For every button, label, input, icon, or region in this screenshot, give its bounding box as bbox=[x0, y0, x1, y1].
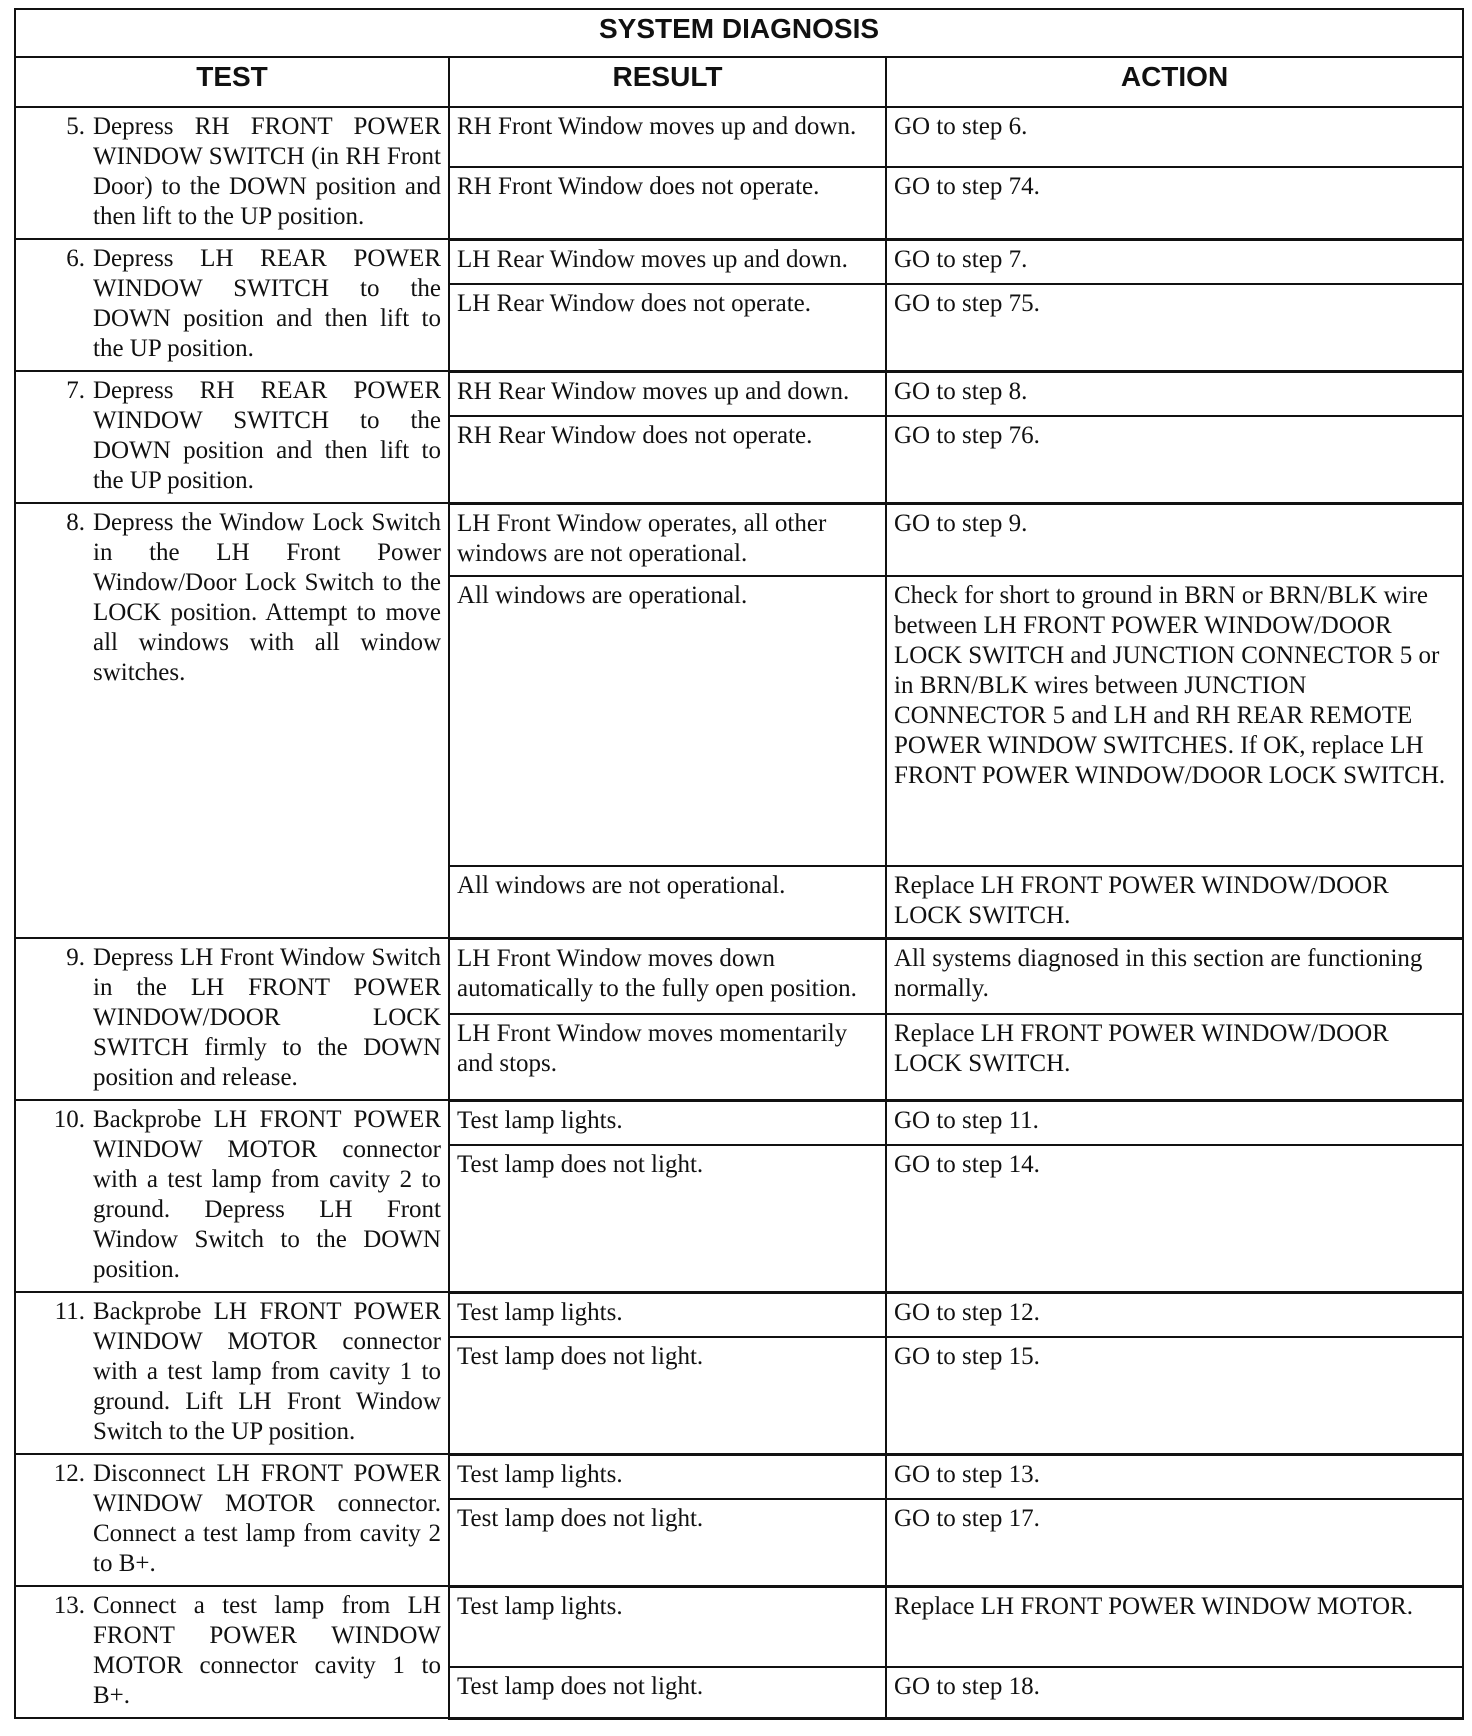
step-number: 7. bbox=[66, 377, 85, 404]
action-cell: GO to step 13. bbox=[886, 1454, 1463, 1499]
table-row bbox=[15, 1100, 1463, 1145]
result-cell: RH Front Window does not operate. bbox=[449, 167, 886, 239]
step-number: 11. bbox=[54, 1298, 85, 1325]
table-row bbox=[15, 1292, 1463, 1337]
action-cell: GO to step 8. bbox=[886, 371, 1463, 416]
diagnosis-page bbox=[14, 8, 1462, 1720]
test-cell bbox=[15, 107, 449, 239]
result-cell: LH Front Window moves down automatically to the fully open position. bbox=[449, 938, 886, 1014]
action-cell: Replace LH FRONT POWER WINDOW MOTOR. bbox=[886, 1586, 1463, 1667]
test-instruction: Backprobe LH FRONT POWER WINDOW MOTOR connector with a test lamp from cavity 1 to ground. Lift LH Front Window Switch to the UP position. bbox=[93, 1298, 441, 1445]
test-instruction: Depress LH Front Window Switch in the LH FRONT POWER WINDOW/DOOR LOCK SWITCH firmly to the DOWN position and release. bbox=[93, 944, 441, 1091]
step-number: 9. bbox=[66, 944, 85, 971]
result-cell: Test lamp does not light. bbox=[449, 1337, 886, 1454]
test-cell bbox=[15, 503, 449, 938]
test-instruction: Depress LH REAR POWER WINDOW SWITCH to the DOWN position and then lift to the UP position. bbox=[93, 245, 441, 362]
result-cell: Test lamp does not light. bbox=[449, 1145, 886, 1292]
test-cell bbox=[15, 1586, 449, 1718]
table-row bbox=[15, 938, 1463, 1014]
table-row bbox=[15, 239, 1463, 284]
table-row bbox=[15, 503, 1463, 576]
step-number: 5. bbox=[66, 113, 85, 140]
result-cell: All windows are operational. bbox=[449, 576, 886, 866]
action-cell: GO to step 6. bbox=[886, 107, 1463, 167]
test-instruction: Depress RH REAR POWER WINDOW SWITCH to the DOWN position and then lift to the UP position. bbox=[93, 377, 441, 494]
step-number: 12. bbox=[53, 1460, 85, 1487]
table-row bbox=[15, 1586, 1463, 1667]
table-title: SYSTEM DIAGNOSIS bbox=[15, 9, 1463, 57]
action-cell: All systems diagnosed in this section are functioning normally. bbox=[886, 938, 1463, 1014]
step-number: 10. bbox=[53, 1106, 85, 1133]
action-cell: GO to step 7. bbox=[886, 239, 1463, 284]
action-cell: Replace LH FRONT POWER WINDOW/DOOR LOCK SWITCH. bbox=[886, 866, 1463, 939]
result-cell: LH Front Window operates, all other windows are not operational. bbox=[449, 503, 886, 576]
table-row bbox=[15, 107, 1463, 167]
step-number: 6. bbox=[66, 245, 85, 272]
step-number: 8. bbox=[66, 509, 85, 536]
action-cell: Check for short to ground in BRN or BRN/BLK wire between LH FRONT POWER WINDOW/DOOR LOCK SWITCH and JUNCTION CONNECTOR 5 or in BRN/BLK wires between JUNCTION CONNECTOR 5 and LH and RH REAR REMOTE POWER WINDOW SWITCHES. If OK, replace LH FRONT POWER WINDOW/DOOR LOCK SWITCH. bbox=[886, 576, 1463, 866]
action-cell: GO to step 9. bbox=[886, 503, 1463, 576]
test-instruction: Disconnect LH FRONT POWER WINDOW MOTOR connector. Connect a test lamp from cavity 2 to B+. bbox=[93, 1460, 441, 1577]
result-cell: Test lamp does not light. bbox=[449, 1667, 886, 1718]
test-instruction: Backprobe LH FRONT POWER WINDOW MOTOR connector with a test lamp from cavity 2 to ground. Depress LH Front Window Switch to the DOWN position. bbox=[93, 1106, 441, 1283]
column-header-action: ACTION bbox=[886, 57, 1463, 107]
result-cell: LH Rear Window moves up and down. bbox=[449, 239, 886, 284]
action-cell: GO to step 76. bbox=[886, 416, 1463, 503]
result-cell: LH Front Window moves momentarily and stops. bbox=[449, 1014, 886, 1100]
test-instruction: Depress the Window Lock Switch in the LH Front Power Window/Door Lock Switch to the LOCK position. Attempt to move all windows with all window switches. bbox=[93, 509, 441, 686]
action-cell: GO to step 17. bbox=[886, 1499, 1463, 1586]
test-cell bbox=[15, 1100, 449, 1292]
step-number: 13. bbox=[53, 1592, 85, 1619]
result-cell: RH Rear Window moves up and down. bbox=[449, 371, 886, 416]
result-cell: Test lamp does not light. bbox=[449, 1499, 886, 1586]
column-header-test: TEST bbox=[15, 57, 449, 107]
column-header-result: RESULT bbox=[449, 57, 886, 107]
test-cell bbox=[15, 938, 449, 1100]
result-cell: Test lamp lights. bbox=[449, 1586, 886, 1667]
table-row bbox=[15, 371, 1463, 416]
test-cell bbox=[15, 1292, 449, 1454]
result-cell: Test lamp lights. bbox=[449, 1292, 886, 1337]
test-instruction: Depress RH FRONT POWER WINDOW SWITCH (in RH Front Door) to the DOWN position and then lift to the UP position. bbox=[93, 113, 441, 230]
action-cell: GO to step 14. bbox=[886, 1145, 1463, 1292]
test-instruction: Connect a test lamp from LH FRONT POWER WINDOW MOTOR connector cavity 1 to B+. bbox=[93, 1592, 441, 1709]
system-diagnosis-table bbox=[14, 8, 1464, 1720]
test-cell bbox=[15, 371, 449, 503]
action-cell: GO to step 11. bbox=[886, 1100, 1463, 1145]
result-cell: RH Front Window moves up and down. bbox=[449, 107, 886, 167]
action-cell: GO to step 75. bbox=[886, 284, 1463, 371]
action-cell: GO to step 12. bbox=[886, 1292, 1463, 1337]
action-cell: GO to step 15. bbox=[886, 1337, 1463, 1454]
diagnosis-rows bbox=[15, 107, 1463, 1718]
result-cell: LH Rear Window does not operate. bbox=[449, 284, 886, 371]
result-cell: All windows are not operational. bbox=[449, 866, 886, 939]
action-cell: GO to step 74. bbox=[886, 167, 1463, 239]
test-cell bbox=[15, 239, 449, 371]
result-cell: RH Rear Window does not operate. bbox=[449, 416, 886, 503]
result-cell: Test lamp lights. bbox=[449, 1100, 886, 1145]
test-cell bbox=[15, 1454, 449, 1586]
result-cell: Test lamp lights. bbox=[449, 1454, 886, 1499]
action-cell: GO to step 18. bbox=[886, 1667, 1463, 1718]
action-cell: Replace LH FRONT POWER WINDOW/DOOR LOCK SWITCH. bbox=[886, 1014, 1463, 1100]
table-row bbox=[15, 1454, 1463, 1499]
